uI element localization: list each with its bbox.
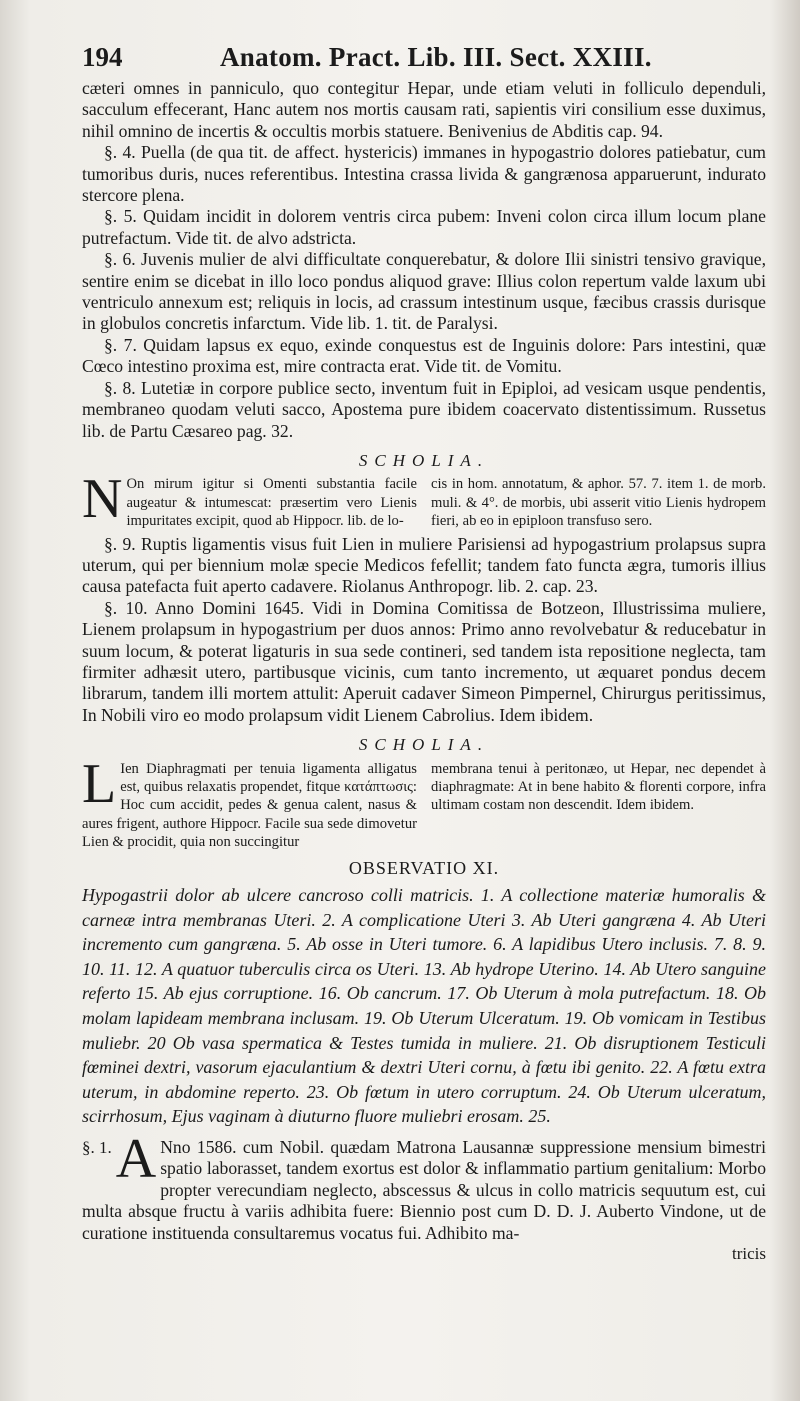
paragraph-section-4: §. 4. Puella (de qua tit. de affect. hystericis) immanes in hypogastrio dolores patiebatur, cum tumoribus duris, nuces referentibus. Intestina crassa livida & gangrænosa apparuerunt, indurato stercore plena. — [82, 142, 766, 206]
paragraph-section-9: §. 9. Ruptis ligamentis visus fuit Lien in muliere Parisiensi ad hypogastrium prolapsus supra uterum, qui per biennium molæ specie Medicos fefellit; tandem fato functa ægra, tumoris illius causa patefacta fuit aperto cadavere. Riolanus Anthropogr. lib. 2. cap. 23. — [82, 533, 766, 597]
drop-capital: A — [115, 1127, 157, 1190]
section-number: §. 1. — [82, 1137, 112, 1157]
scholia-2-text-right: membrana tenui à peritonæo, ut Hepar, nec dependet à diaphragmate: At in bene habito & florenti corpore, infra ultimam costam non descendit. Idem ibidem. — [431, 760, 766, 814]
scholia-block-2 — [82, 752, 766, 852]
scholia-heading-1: SCHOLIA. — [358, 450, 490, 470]
paragraph-section-7: §. 7. Quidam lapsus ex equo, exinde conquestus est de Inguinis dolore: Pars intestini, quæ Cœco intestino proxima est, mire contracta erat. Vide tit. de Vomitu. — [82, 334, 766, 377]
drop-capital: L — [82, 752, 117, 815]
paragraph-section-1 — [82, 1127, 766, 1244]
scholia-1-text-left: On mirum igitur si Omenti substantia facile augeatur & intumescat: præsertim vero Lienis impuritates excipit, quod ab Hippocr. lib. de lo- — [126, 476, 417, 530]
scholia-2-column-left — [82, 752, 417, 852]
drop-capital: N — [82, 468, 123, 531]
paragraph-section-5: §. 5. Quidam incidit in dolorem ventris circa pubem: Inveni colon circa illum locum plane putrefactum. Vide tit. de alvo adstricta. — [82, 206, 766, 248]
running-title: Anatom. Pract. Lib. III. Sect. XXIII. — [220, 42, 652, 72]
scholia-1-column-left — [82, 468, 417, 531]
section-1-text: Nno 1586. cum Nobil. quædam Matrona Lausannæ suppressione mensium bimestri spatio laborasset, tandem exortus est dolor & inflammatio partium genitalium: Morbo propter verecundiam neglecto, abscessus & ulcus in collo matricis sequutum est, cui multa absque fructu à variis adhibita fuere: Biennio post cum D. D. J. Auberto Vindone, ut de curatione instituenda consultaremus vocatus fui. Adhibito ma- — [82, 1136, 766, 1243]
observatio-summary-text: Hypogastrii dolor ab ulcere cancroso colli matricis. 1. A collectione materiæ humoralis & carneæ intra membranas Uteri. 2. A complicatione Uteri 3. Ab Uteri gangræna 4. Ab Uteri incremento cum gangræna. 5. Ab osse in Uteri tumore. 6. A lapidibus Utero inclusis. 7. 8. 9. 10. 11. 12. A quatuor tuberculis circa os Uteri. 13. Ab hydrope Uterino. 14. Ab Utero sanguine referto 15. Ab ejus corruptione. 16. Ob cancrum. 17. Ob Uterum à mola putrefactum. 18. Ob molam lapideam membrana inclusam. 19. Ob Uterum Ulceratum. 19. Ob vomicam in Testibus muliebr. 20 Ob vasa spermatica & Testes tumida in muliere. 21. Ob disruptionem Testiculi fœminei dextri, vasorum ejaculantium & dextri Uteri cornu, à fœtu ibi genito. 22. A fœtu extra uterum, in abdomine reperto. 23. Ob fœtum in utero corruptum. 24. Ob Uterum ulceratum, scirrhosum, Ejus vaginam à diuturno fluore muliebri erosam. 25. — [82, 885, 766, 1127]
paragraph-continuation: cæteri omnes in panniculo, quo contegitur Hepar, unde etiam veluti in folliculo dependuli, sacculum effecerant, Hanc autem nos mortis causam rati, sapientis viri consilium esse duximus, nihil omnino de incertis & occultis morbis statuere. Benivenius de Abditis cap. 94. — [82, 78, 766, 141]
observatio-heading: OBSERVATIO XI. — [348, 857, 500, 878]
running-header — [82, 42, 762, 76]
scholia-2-column-right — [431, 760, 766, 852]
paragraph-section-6: §. 6. Juvenis mulier de alvi difficultate conquerebatur, & dolore Ilii sinistri tensivo gravique, sentire enim se dicebat in illo loco pondus aliquod grave: Illius colon repertum valde laxum ubi ventriculo annexum est; reliquis in locis, ad crassum intestinum usque, fæcibus crassis durisque in globulos concretis infarctum. Vide lib. 1. tit. de Paralysi. — [82, 249, 766, 334]
scholia-heading-2: SCHOLIA. — [358, 735, 490, 755]
paragraph-section-10: §. 10. Anno Domini 1645. Vidi in Domina Comitissa de Botzeon, Illustrissima muliere, Lienem prolapsum in hypogastrium per duos annos: Primo anno revolvebatur & reducebatur in suum locum, & poterat ligaturis in sua sede contineri, sed tandem ista repositione neglecta, tam firmiter adhæsit utero, partibusque vicinis, cum tanto incremento, ut æquaret pondus decem librarum, tandem illi mortem attulit: Aperuit cadaver Simeon Pimpernel, Chirurgus peritissimus, In Nobili viro eo modo prolapsum vidit Lienem Cabrolius. Idem ibidem. — [82, 597, 766, 725]
scholia-1-column-right — [431, 475, 766, 530]
paragraph-section-8: §. 8. Lutetiæ in corpore publice secto, inventum fuit in Epiploi, ad vesicam usque pendentis, membraneo quodam veluti sacco, Apostema pure ibidem coacervato distentissimum. Russetus lib. de Partu Cæsareo pag. 32. — [82, 377, 766, 441]
scholia-block-1 — [82, 468, 766, 531]
scholia-2-text-left: Ien Diaphragmati per tenuia ligamenta alligatus est, quibus relaxatis propendet, fitque κατάπτωσις: Hoc cum accidit, pedes & genua calent, nasus & aures frigent, authore Hippocr. Facile sua sede dimovetur Lien & procidit, quia non succingitur — [82, 760, 417, 851]
observatio-summary — [82, 883, 766, 1129]
catchword: tricis — [732, 1244, 766, 1263]
scholia-1-text-right: cis in hom. annotatum, & aphor. 57. 7. item 1. de morb. muli. & 4°. de morbis, ubi asserit vitio Lienis hydropem fieri, ab eo in epiploon transfuso sero. — [431, 476, 766, 530]
page-number: 194 — [82, 42, 123, 72]
main-text — [82, 78, 766, 1264]
